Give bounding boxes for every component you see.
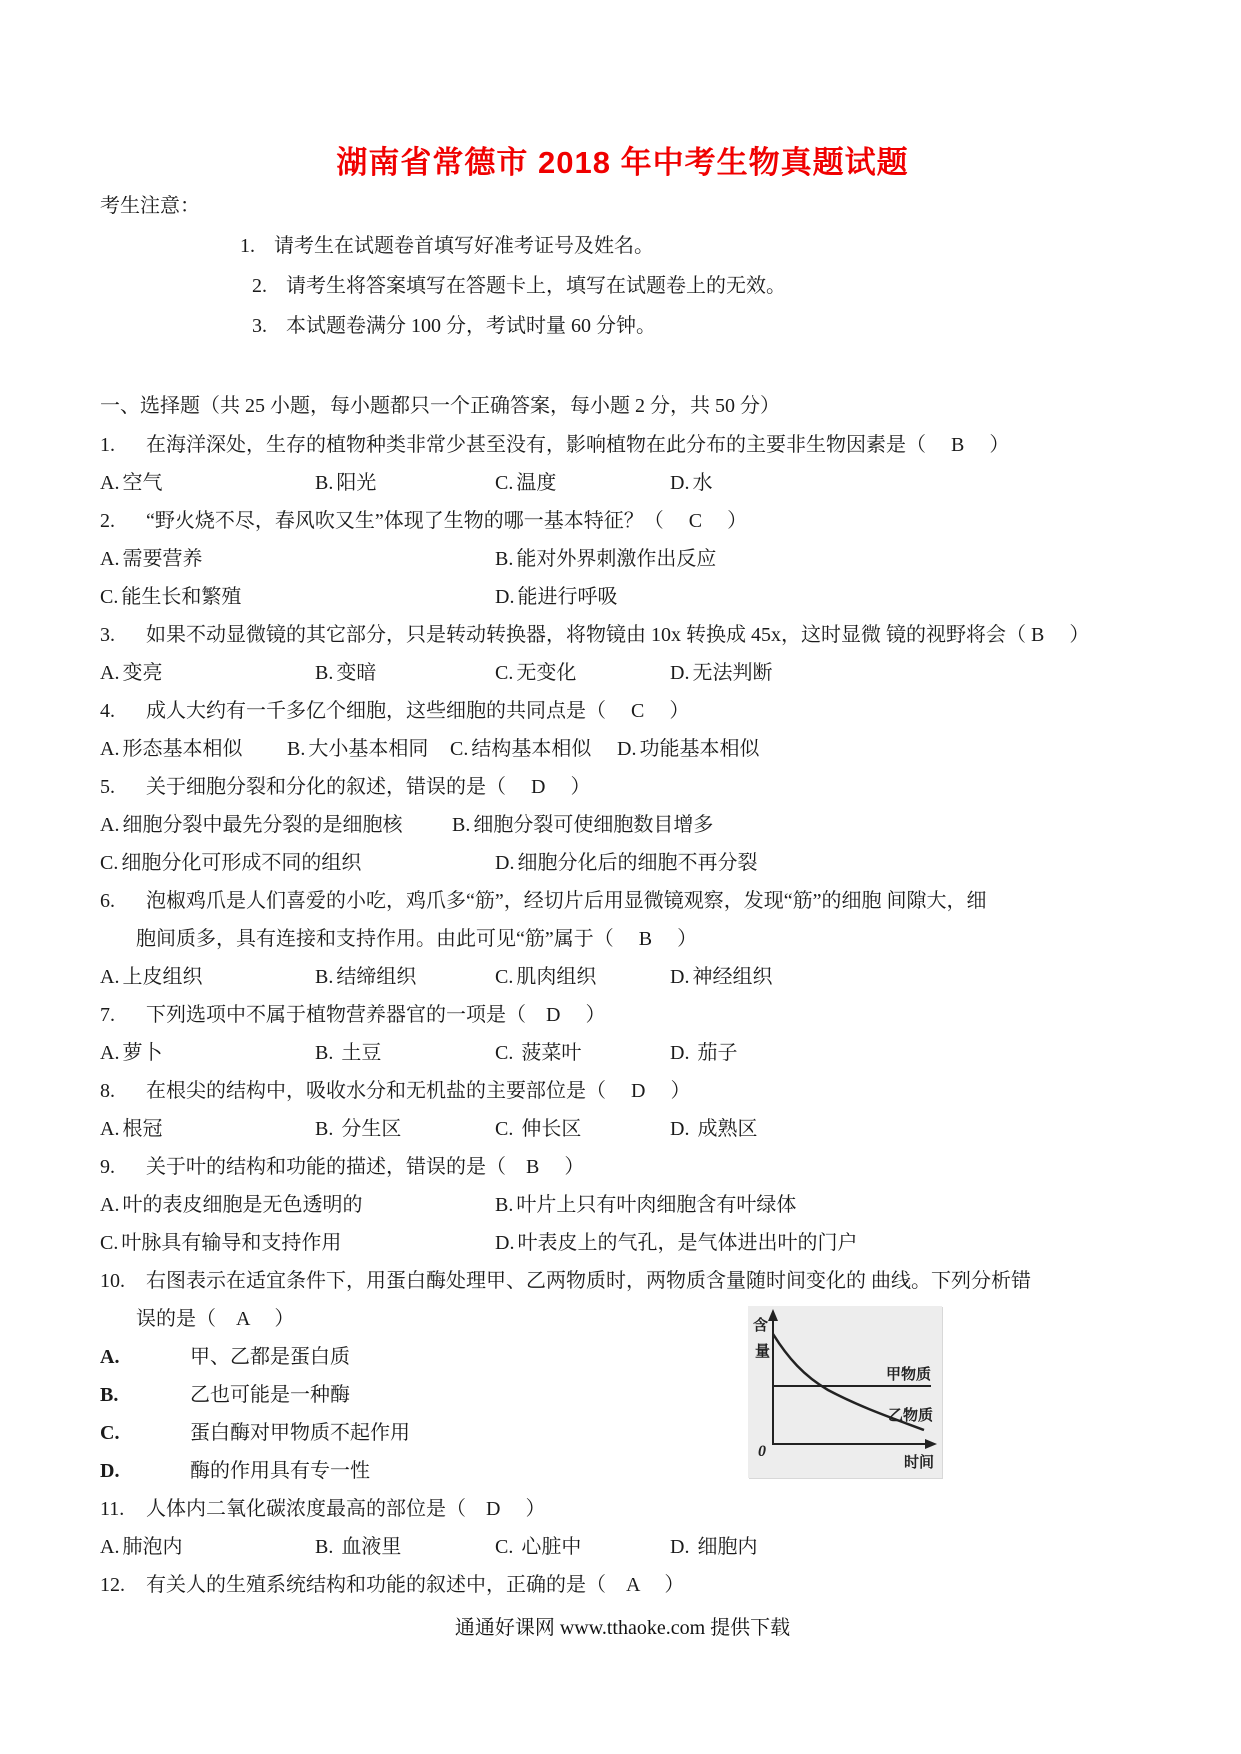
option-label: D.: [495, 586, 515, 608]
option-text: 酶的作用具有专一性: [190, 1460, 370, 1482]
option-label: A.: [100, 662, 120, 684]
option-label: D.: [495, 1232, 515, 1254]
question-number: 6.: [100, 890, 115, 912]
option: [315, 464, 495, 502]
option-text: 能进行呼吸: [517, 586, 618, 608]
option-label: A.: [100, 1536, 120, 1558]
options-row: [100, 1034, 1145, 1072]
question-line: [100, 692, 1145, 730]
option-label: A.: [100, 1118, 120, 1140]
option-text: 无法判断: [692, 662, 773, 684]
option-label: A.: [100, 814, 120, 836]
option-label: D.: [670, 1118, 690, 1140]
option-label: B.: [100, 1384, 119, 1406]
option-label: B.: [315, 1042, 334, 1064]
option-label: C.: [450, 738, 469, 760]
notice-item: [100, 306, 1145, 346]
option: [670, 1528, 757, 1566]
option-text: 伸长区: [516, 1118, 582, 1140]
option-label: B.: [315, 472, 334, 494]
option: [100, 464, 315, 502]
blank-space: [100, 346, 1145, 386]
option-text: 分生区: [336, 1118, 402, 1140]
chart-y-label-bottom: 量: [755, 1344, 771, 1360]
option: [495, 844, 757, 882]
option: [495, 1110, 670, 1148]
option-text: 乙也可能是一种酶: [190, 1384, 350, 1406]
notice-item: [100, 266, 1145, 306]
option-label: A.: [100, 738, 120, 760]
option-text: 水: [692, 472, 713, 494]
option-label: C.: [495, 1042, 514, 1064]
option: [315, 654, 495, 692]
question-stem: 关于细胞分裂和分化的叙述，错误的是（ D ）: [146, 776, 591, 798]
q10-chart: [748, 1306, 942, 1478]
options-row: [100, 730, 1145, 768]
option-label: D.: [495, 852, 515, 874]
notice-item-number: 1.: [240, 235, 255, 257]
question-number: 3.: [100, 624, 115, 646]
option-label: A.: [100, 548, 120, 570]
option-text: 土豆: [336, 1042, 382, 1064]
option-text: 茄子: [692, 1042, 738, 1064]
option: [100, 1414, 1145, 1452]
option: [100, 578, 495, 616]
question-number: 4.: [100, 700, 115, 722]
option: [100, 1186, 495, 1224]
option: [315, 1528, 495, 1566]
option-text: 需要营养: [122, 548, 203, 570]
option-text: 叶片上只有叶肉细胞含有叶绿体: [516, 1194, 797, 1216]
option-label: D.: [670, 1536, 690, 1558]
option-text: 功能基本相似: [639, 738, 760, 760]
question-stem: 有关人的生殖系统结构和功能的叙述中，正确的是（ A ）: [146, 1574, 685, 1596]
option-text: 菠菜叶: [516, 1042, 582, 1064]
option: [287, 730, 450, 768]
question-number: 7.: [100, 1004, 115, 1026]
option-label: C.: [495, 1536, 514, 1558]
option: [670, 958, 772, 996]
option-label: B.: [315, 1536, 334, 1558]
question-line: [100, 1072, 1145, 1110]
option: [495, 1528, 670, 1566]
question-stem: 在海洋深处，生存的植物种类非常少甚至没有，影响植物在此分布的主要非生物因素是（ B ）: [146, 434, 1010, 456]
option-text: 无变化: [516, 662, 577, 684]
question-stem: 下列选项中不属于植物营养器官的一项是（ D ）: [146, 1004, 606, 1026]
option: [495, 578, 617, 616]
option-label: B.: [452, 814, 471, 836]
option-text: 温度: [516, 472, 557, 494]
option: [495, 1034, 670, 1072]
options-row: [100, 1186, 1145, 1224]
y-axis-arrow-icon: [768, 1309, 778, 1321]
option: [315, 958, 495, 996]
options-row: [100, 958, 1145, 996]
notice-item-text: 请考生在试题卷首填写好准考证号及姓名。: [274, 235, 654, 257]
options-row: [100, 540, 1145, 578]
option-label: C.: [495, 472, 514, 494]
question-stem: 关于叶的结构和功能的描述，错误的是（ B ）: [146, 1156, 585, 1178]
option: [495, 1224, 857, 1262]
option: [495, 1186, 796, 1224]
question-line: [100, 1262, 1145, 1300]
option-text: 阳光: [336, 472, 377, 494]
question-10-block: [100, 1262, 1145, 1490]
question-number: 11.: [100, 1498, 125, 1520]
option-label: B.: [287, 738, 306, 760]
option-label: C.: [100, 1232, 119, 1254]
option: [495, 654, 670, 692]
options-row: [100, 1110, 1145, 1148]
options-row: [100, 654, 1145, 692]
option-label: A.: [100, 472, 120, 494]
option-label: D.: [100, 1460, 120, 1482]
option-text: 细胞分化可形成不同的组织: [121, 852, 362, 874]
options-row: [100, 464, 1145, 502]
chart-x-label: 时间: [903, 1455, 934, 1471]
question-continuation: 胞间质多，具有连接和支持作用。由此可见“筋”属于（ B ）: [136, 928, 698, 950]
option-label: B.: [315, 1118, 334, 1140]
options-row: [100, 844, 1145, 882]
question-line: [100, 1490, 1145, 1528]
question-line: [100, 1148, 1145, 1186]
question-line: [100, 882, 1145, 920]
option: [100, 1452, 1145, 1490]
option-text: 叶的表皮细胞是无色透明的: [122, 1194, 363, 1216]
option-text: 肌肉组织: [516, 966, 597, 988]
option-text: 变亮: [122, 662, 163, 684]
question-number: 12.: [100, 1574, 125, 1596]
options-row: [100, 578, 1145, 616]
notice-heading: 考生注意：: [100, 195, 200, 217]
notice-item-number: 3.: [252, 315, 267, 337]
option-text: 细胞分裂可使细胞数目增多: [473, 814, 714, 836]
option-text: 血液里: [336, 1536, 402, 1558]
notice-item-text: 请考生将答案填写在答题卡上，填写在试题卷上的无效。: [286, 275, 786, 297]
option: [100, 1528, 315, 1566]
option-text: 形态基本相似: [122, 738, 243, 760]
option-label: A.: [100, 1194, 120, 1216]
options-row: [100, 1224, 1145, 1262]
option-text: 结构基本相似: [471, 738, 592, 760]
option: [100, 844, 495, 882]
option-text: 结缔组织: [336, 966, 417, 988]
option-text: 萝卜: [122, 1042, 163, 1064]
option-label: C.: [100, 586, 119, 608]
option: [100, 1224, 495, 1262]
option-text: 上皮组织: [122, 966, 203, 988]
option-text: 根冠: [122, 1118, 163, 1140]
option: [100, 1110, 315, 1148]
option-label: A.: [100, 1346, 120, 1368]
option: [100, 806, 452, 844]
option-label: D.: [670, 1042, 690, 1064]
question-line: [100, 996, 1145, 1034]
option: [100, 1034, 315, 1072]
question-stem: 泡椒鸡爪是人们喜爱的小吃，鸡爪多“筋”，经切片后用显微镜观察，发现“筋”的细胞 间隙大，细: [146, 890, 987, 912]
option-text: 叶表皮上的气孔，是气体进出叶的门户: [517, 1232, 858, 1254]
question-stem: 成人大约有一千多亿个细胞，这些细胞的共同点是（ C ）: [146, 700, 690, 722]
question-line: [100, 1566, 1145, 1604]
section-heading: 一、选择题（共 25 小题，每小题都只一个正确答案，每小题 2 分，共 50 分）: [100, 395, 780, 417]
option: [495, 540, 716, 578]
option: [100, 1376, 1145, 1414]
option-text: 细胞分裂中最先分裂的是细胞核: [122, 814, 403, 836]
option-label: C.: [495, 662, 514, 684]
notice-item: [100, 226, 1145, 266]
question-stem: 右图表示在适宜条件下，用蛋白酶处理甲、乙两物质时，两物质含量随时间变化的 曲线。下列分析错: [146, 1270, 1031, 1292]
options-row: [100, 806, 1145, 844]
option-label: D.: [670, 662, 690, 684]
option: [450, 730, 617, 768]
option-text: 肺泡内: [122, 1536, 183, 1558]
option: [670, 464, 712, 502]
option-label: C.: [495, 1118, 514, 1140]
question-number: 1.: [100, 434, 115, 456]
footer-text: 通通好课网 www.tthaoke.com 提供下载: [454, 1617, 791, 1639]
option: [100, 958, 315, 996]
option: [100, 730, 287, 768]
option: [495, 464, 670, 502]
option: [617, 730, 759, 768]
option-text: 细胞内: [692, 1536, 758, 1558]
option: [100, 540, 495, 578]
option-text: 心脏中: [516, 1536, 582, 1558]
option: [315, 1034, 495, 1072]
x-axis-arrow-icon: [925, 1439, 937, 1449]
option-label: B.: [315, 966, 334, 988]
question-number: 5.: [100, 776, 115, 798]
question-stem: 如果不动显微镜的其它部分，只是转动转换器，将物镜由 10x 转换成 45x，这时显微 镜的视野将会（ B ）: [146, 624, 1090, 646]
option-text: 能对外界刺激作出反应: [516, 548, 717, 570]
option-label: C.: [495, 966, 514, 988]
option-label: A.: [100, 966, 120, 988]
question-stem: “野火烧不尽，春风吹又生”体现了生物的哪一基本特征？（ C ）: [146, 510, 748, 532]
option: [670, 654, 772, 692]
question-line: [100, 426, 1145, 464]
option-text: 细胞分化后的细胞不再分裂: [517, 852, 758, 874]
option-text: 成熟区: [692, 1118, 758, 1140]
option-label: C.: [100, 852, 119, 874]
option-label: B.: [315, 662, 334, 684]
option: [315, 1110, 495, 1148]
option-label: D.: [670, 472, 690, 494]
question-number: 10.: [100, 1270, 125, 1292]
option-text: 神经组织: [692, 966, 773, 988]
question-continuation: 误的是（ A ）: [136, 1308, 295, 1330]
question-line: [100, 616, 1145, 654]
option-text: 甲、乙都是蛋白质: [190, 1346, 350, 1368]
question-number: 2.: [100, 510, 115, 532]
notice-item-number: 2.: [252, 275, 267, 297]
chart-origin-label: 0: [758, 1443, 766, 1460]
option-text: 能生长和繁殖: [121, 586, 242, 608]
options-row: [100, 1528, 1145, 1566]
option: [495, 958, 670, 996]
chart-y-label-top: 含: [753, 1318, 769, 1334]
option-text: 大小基本相同: [308, 738, 429, 760]
option-label: D.: [617, 738, 637, 760]
option: [100, 654, 315, 692]
option-text: 叶脉具有输导和支持作用: [121, 1232, 342, 1254]
option-label: D.: [670, 966, 690, 988]
notice-item-text: 本试题卷满分 100 分，考试时量 60 分钟。: [286, 315, 656, 337]
question-number: 8.: [100, 1080, 115, 1102]
page-title: 湖南省常德市 2018 年中考生物真题试题: [336, 145, 909, 180]
line-chart: [748, 1306, 942, 1478]
question-stem: 在根尖的结构中，吸收水分和无机盐的主要部位是（ D ）: [146, 1080, 691, 1102]
option-label: B.: [495, 548, 514, 570]
question-number: 9.: [100, 1156, 115, 1178]
option: [670, 1034, 737, 1072]
question-stem: 人体内二氧化碳浓度最高的部位是（ D ）: [146, 1498, 546, 1520]
series-label-jia: 甲物质: [885, 1367, 931, 1383]
series-label-yi: 乙物质: [887, 1408, 933, 1424]
option-text: 蛋白酶对甲物质不起作用: [190, 1422, 410, 1444]
option-text: 空气: [122, 472, 163, 494]
option-label: B.: [495, 1194, 514, 1216]
option-label: C.: [100, 1422, 120, 1444]
question-line: [100, 502, 1145, 540]
option-text: 变暗: [336, 662, 377, 684]
option: [452, 806, 713, 844]
option: [100, 1338, 1145, 1376]
option-label: A.: [100, 1042, 120, 1064]
option: [670, 1110, 757, 1148]
question-line: [100, 768, 1145, 806]
